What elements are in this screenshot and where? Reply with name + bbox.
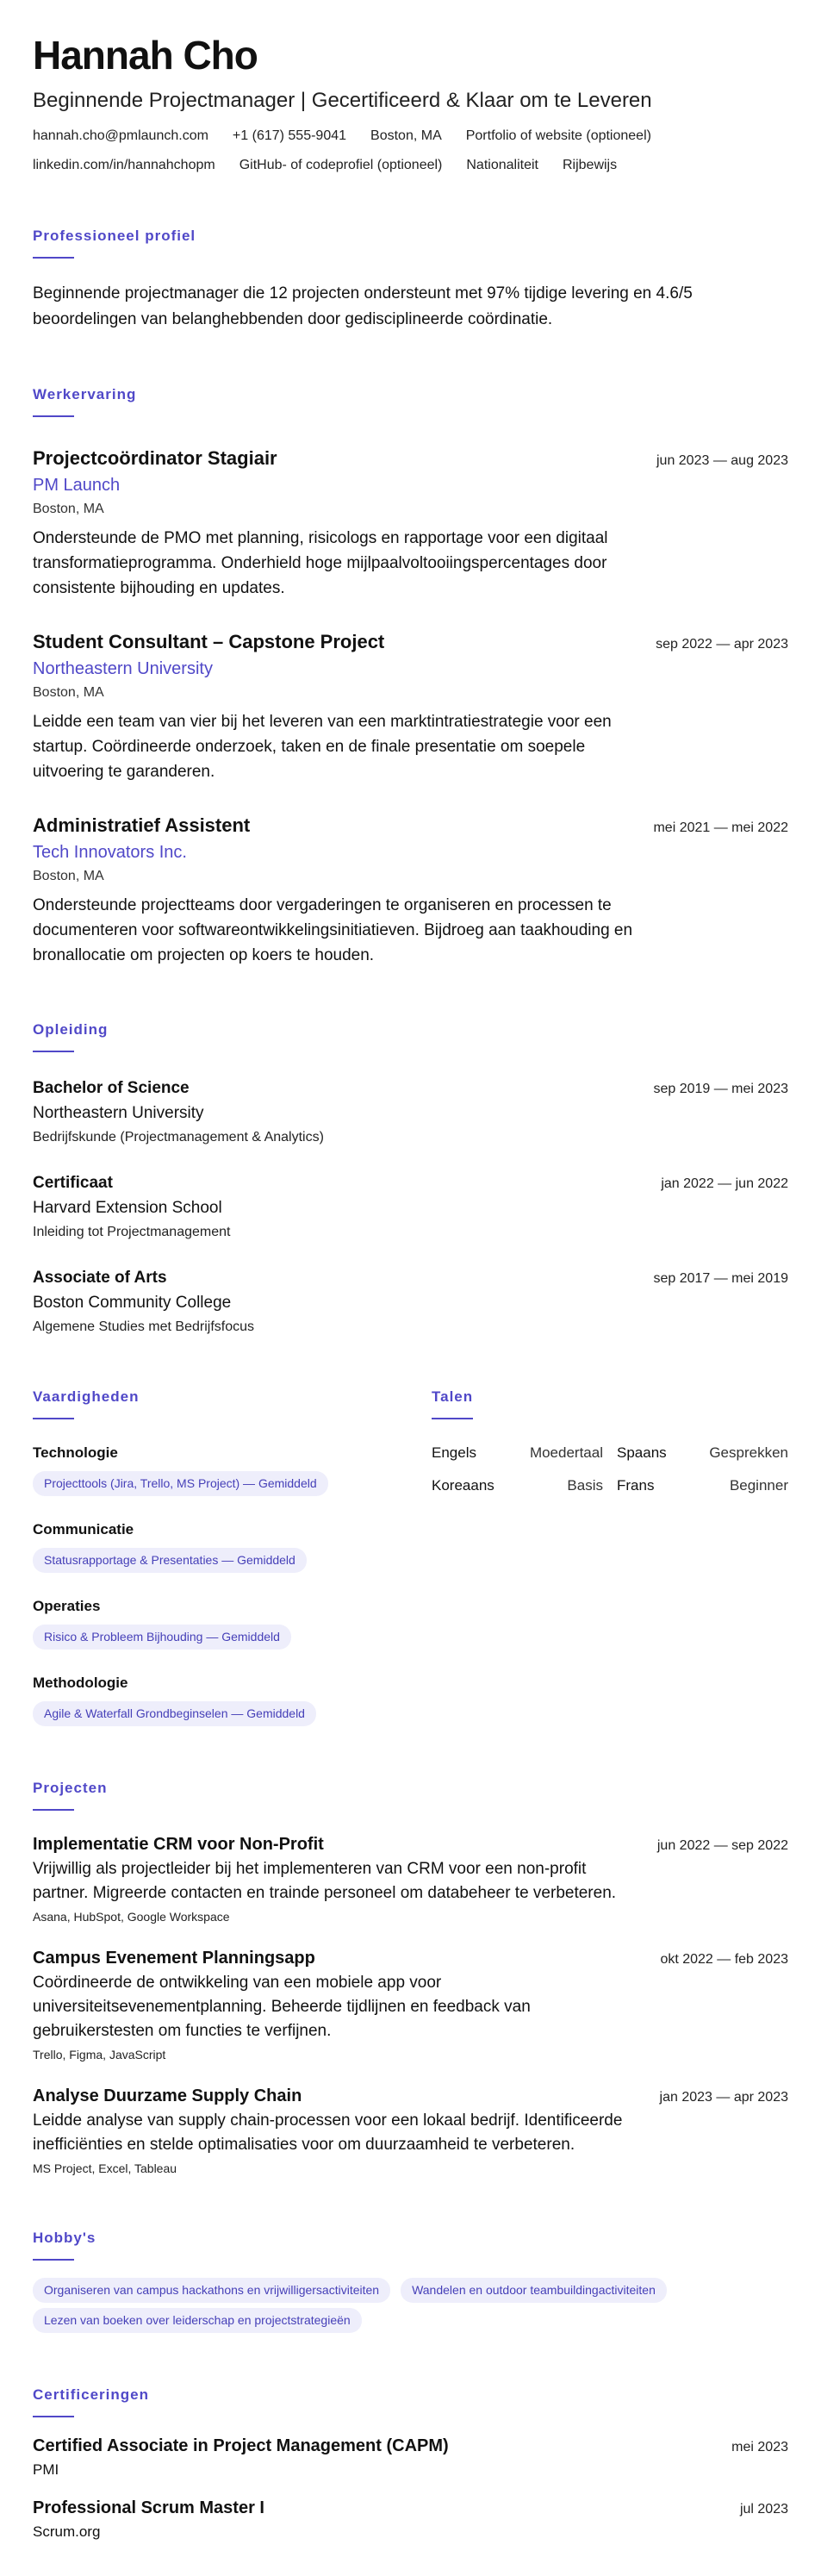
language-level: Moedertaal xyxy=(529,1444,603,1461)
github-link[interactable]: GitHub- of codeprofiel (optioneel) xyxy=(239,158,443,172)
section-title: Projecten xyxy=(33,1780,108,1796)
field-of-study: Algemene Studies met Bedrijfsfocus xyxy=(33,1319,255,1334)
experience-item xyxy=(33,446,788,601)
portfolio-link[interactable]: Portfolio of website (optioneel) xyxy=(465,128,651,143)
job-dates: jun 2023 — aug 2023 xyxy=(656,453,788,468)
skill-chip: Projecttools (Jira, Trello, MS Project) — Gemiddeld xyxy=(33,1471,328,1496)
section-divider xyxy=(33,1418,74,1419)
job-location: Boston, MA xyxy=(33,685,104,700)
skill-category: Operaties xyxy=(33,1598,101,1614)
certification-date: jul 2023 xyxy=(739,2502,788,2517)
section-divider xyxy=(33,257,74,259)
nationality: Nationaliteit xyxy=(466,158,538,172)
skill-group xyxy=(33,1674,432,1726)
section-divider xyxy=(33,2416,74,2417)
profile-links xyxy=(33,157,788,174)
skill-chip: Risico & Probleem Bijhouding — Gemiddeld xyxy=(33,1625,291,1650)
hobby-chip: Lezen van boeken over leiderschap en projectstrategieën xyxy=(33,2308,362,2333)
job-description: Leidde een team van vier bij het leveren van een marktintratiestrategie voor een startup. Coördineerde onderzoek, taken en de finale presentatie om soepele uitvoering te garanderen. xyxy=(33,713,612,781)
job-title: Student Consultant – Capstone Project xyxy=(33,631,385,652)
certification-issuer: PMI xyxy=(33,2461,59,2478)
field-of-study: Bedrijfskunde (Projectmanagement & Analytics) xyxy=(33,1130,324,1145)
project-name: Analyse Duurzame Supply Chain xyxy=(33,2086,302,2105)
hobby-chip: Wandelen en outdoor teambuildingactiviteiten xyxy=(401,2278,667,2303)
certification-item xyxy=(33,2497,788,2542)
education-dates: sep 2019 — mei 2023 xyxy=(653,1082,788,1096)
project-item xyxy=(33,1947,788,2062)
section-title: Opleiding xyxy=(33,1021,109,1038)
project-name: Implementatie CRM voor Non-Profit xyxy=(33,1835,324,1854)
project-dates: okt 2022 — feb 2023 xyxy=(660,1952,788,1967)
project-description: Vrijwillig als projectleider bij het implementeren van CRM voor een non-profit partner. Migreerde contacten en trainde personeel om databeheer te verbeteren. xyxy=(33,1860,617,1902)
skill-group xyxy=(33,1597,432,1650)
job-title: Administratief Assistent xyxy=(33,814,251,836)
job-location: Boston, MA xyxy=(33,869,104,883)
project-item xyxy=(33,2085,788,2176)
section-divider xyxy=(33,2259,74,2261)
job-description: Ondersteunde de PMO met planning, risicologs en rapportage voor een digitaal transformatieprogramma. Onderhield hoge mijlpaalvoltooiingspercentages door consistente bijhouding en updates. xyxy=(33,529,608,597)
section-title: Hobby's xyxy=(33,2230,96,2246)
certification-item xyxy=(33,2435,788,2479)
languages-section xyxy=(432,1388,788,1726)
project-dates: jan 2023 — apr 2023 xyxy=(659,2090,788,2105)
language-item xyxy=(617,1444,788,1463)
skill-category: Methodologie xyxy=(33,1675,128,1691)
skills-languages-row xyxy=(33,1388,788,1726)
resume-header xyxy=(33,31,788,174)
job-organization: Tech Innovators Inc. xyxy=(33,843,187,862)
education-item xyxy=(33,1173,788,1242)
email[interactable]: hannah.cho@pmlaunch.com xyxy=(33,128,208,143)
contact-info xyxy=(33,128,788,145)
skill-group xyxy=(33,1520,432,1573)
location: Boston, MA xyxy=(370,128,442,143)
degree: Certificaat xyxy=(33,1174,113,1192)
drivers-license: Rijbewijs xyxy=(562,158,618,172)
section-divider xyxy=(432,1418,473,1419)
hobby-chip: Organiseren van campus hackathons en vrijwilligersactiviteiten xyxy=(33,2278,390,2303)
hobbies-list xyxy=(33,2278,791,2333)
profile-section xyxy=(33,228,788,333)
language-level: Basis xyxy=(567,1477,603,1494)
language-item xyxy=(432,1444,603,1463)
section-title: Certificeringen xyxy=(33,2386,149,2403)
skills-section xyxy=(33,1388,432,1726)
job-description: Ondersteunde projectteams door vergaderingen te organiseren en processen te documenteren voor softwareontwikkelingsinitiatieven. Bijdroeg aan taakhouding en bronallocatie om projecten op koers te houden. xyxy=(33,896,633,964)
language-item xyxy=(432,1476,603,1495)
section-divider xyxy=(33,1051,74,1052)
section-divider xyxy=(33,415,74,417)
experience-item xyxy=(33,630,788,784)
phone[interactable]: +1 (617) 555-9041 xyxy=(232,128,347,143)
certification-name: Certified Associate in Project Management (CAPM) xyxy=(33,2436,449,2455)
skill-group xyxy=(33,1444,432,1496)
job-dates: sep 2022 — apr 2023 xyxy=(656,637,788,652)
candidate-headline: Beginnende Projectmanager | Gecertificeerd & Klaar om te Leveren xyxy=(33,89,652,112)
skill-chip: Agile & Waterfall Grondbeginselen — Gemiddeld xyxy=(33,1701,316,1726)
education-item xyxy=(33,1078,788,1147)
projects-section xyxy=(33,1780,788,2176)
language-level: Beginner xyxy=(729,1477,788,1494)
job-dates: mei 2021 — mei 2022 xyxy=(653,820,788,835)
language-level: Gesprekken xyxy=(709,1444,788,1461)
field-of-study: Inleiding tot Projectmanagement xyxy=(33,1225,231,1239)
project-item xyxy=(33,1833,788,1924)
degree: Bachelor of Science xyxy=(33,1079,190,1097)
section-title: Werkervaring xyxy=(33,386,137,402)
language-name: Koreaans xyxy=(432,1477,494,1494)
education-dates: sep 2017 — mei 2019 xyxy=(653,1271,788,1286)
hobbies-section xyxy=(33,2230,788,2333)
certification-issuer: Scrum.org xyxy=(33,2523,101,2540)
project-tools: MS Project, Excel, Tableau xyxy=(33,2161,177,2175)
language-name: Engels xyxy=(432,1444,476,1461)
language-name: Spaans xyxy=(617,1444,667,1461)
section-title: Vaardigheden xyxy=(33,1388,140,1405)
languages-list xyxy=(432,1444,788,1495)
experience-section xyxy=(33,386,788,968)
experience-item xyxy=(33,814,788,968)
linkedin-link[interactable]: linkedin.com/in/hannahchopm xyxy=(33,158,215,172)
candidate-name: Hannah Cho xyxy=(33,33,258,78)
education-section xyxy=(33,1021,788,1337)
school: Harvard Extension School xyxy=(33,1199,222,1217)
language-name: Frans xyxy=(617,1477,655,1494)
section-title: Professioneel profiel xyxy=(33,228,196,244)
job-organization: PM Launch xyxy=(33,476,121,495)
school: Boston Community College xyxy=(33,1294,232,1312)
skill-chip: Statusrapportage & Presentaties — Gemiddeld xyxy=(33,1548,307,1573)
certification-date: mei 2023 xyxy=(731,2440,788,2454)
project-tools: Trello, Figma, JavaScript xyxy=(33,2048,166,2061)
skill-category: Technologie xyxy=(33,1444,118,1461)
school: Northeastern University xyxy=(33,1104,204,1122)
project-tools: Asana, HubSpot, Google Workspace xyxy=(33,1910,230,1924)
degree: Associate of Arts xyxy=(33,1269,167,1287)
language-item xyxy=(617,1476,788,1495)
job-organization: Northeastern University xyxy=(33,659,213,678)
education-item xyxy=(33,1268,788,1337)
profile-summary: Beginnende projectmanager die 12 projecten ondersteunt met 97% tijdige levering en 4.6/5 beoordelingen van belanghebbenden door gedisciplineerde coördinatie. xyxy=(33,284,693,328)
project-dates: jun 2022 — sep 2022 xyxy=(656,1838,788,1853)
project-description: Leidde analyse van supply chain-processen voor een lokaal bedrijf. Identificeerde inefficiënties en stelde optimalisaties voor om duurzaamheid te verbeteren. xyxy=(33,2111,623,2154)
education-dates: jan 2022 — jun 2022 xyxy=(661,1176,788,1191)
job-title: Projectcoördinator Stagiair xyxy=(33,447,277,469)
certifications-section xyxy=(33,2386,788,2542)
project-name: Campus Evenement Planningsapp xyxy=(33,1949,315,1968)
certification-name: Professional Scrum Master I xyxy=(33,2498,264,2517)
section-divider xyxy=(33,1809,74,1811)
skill-category: Communicatie xyxy=(33,1521,134,1537)
job-location: Boston, MA xyxy=(33,502,104,516)
section-title: Talen xyxy=(432,1388,474,1405)
project-description: Coördineerde de ontwikkeling van een mobiele app voor universiteitsevenementplanning. Beheerde tijdlijnen en feedback van gebruikerstesten om functies te verfijnen. xyxy=(33,1974,531,2040)
